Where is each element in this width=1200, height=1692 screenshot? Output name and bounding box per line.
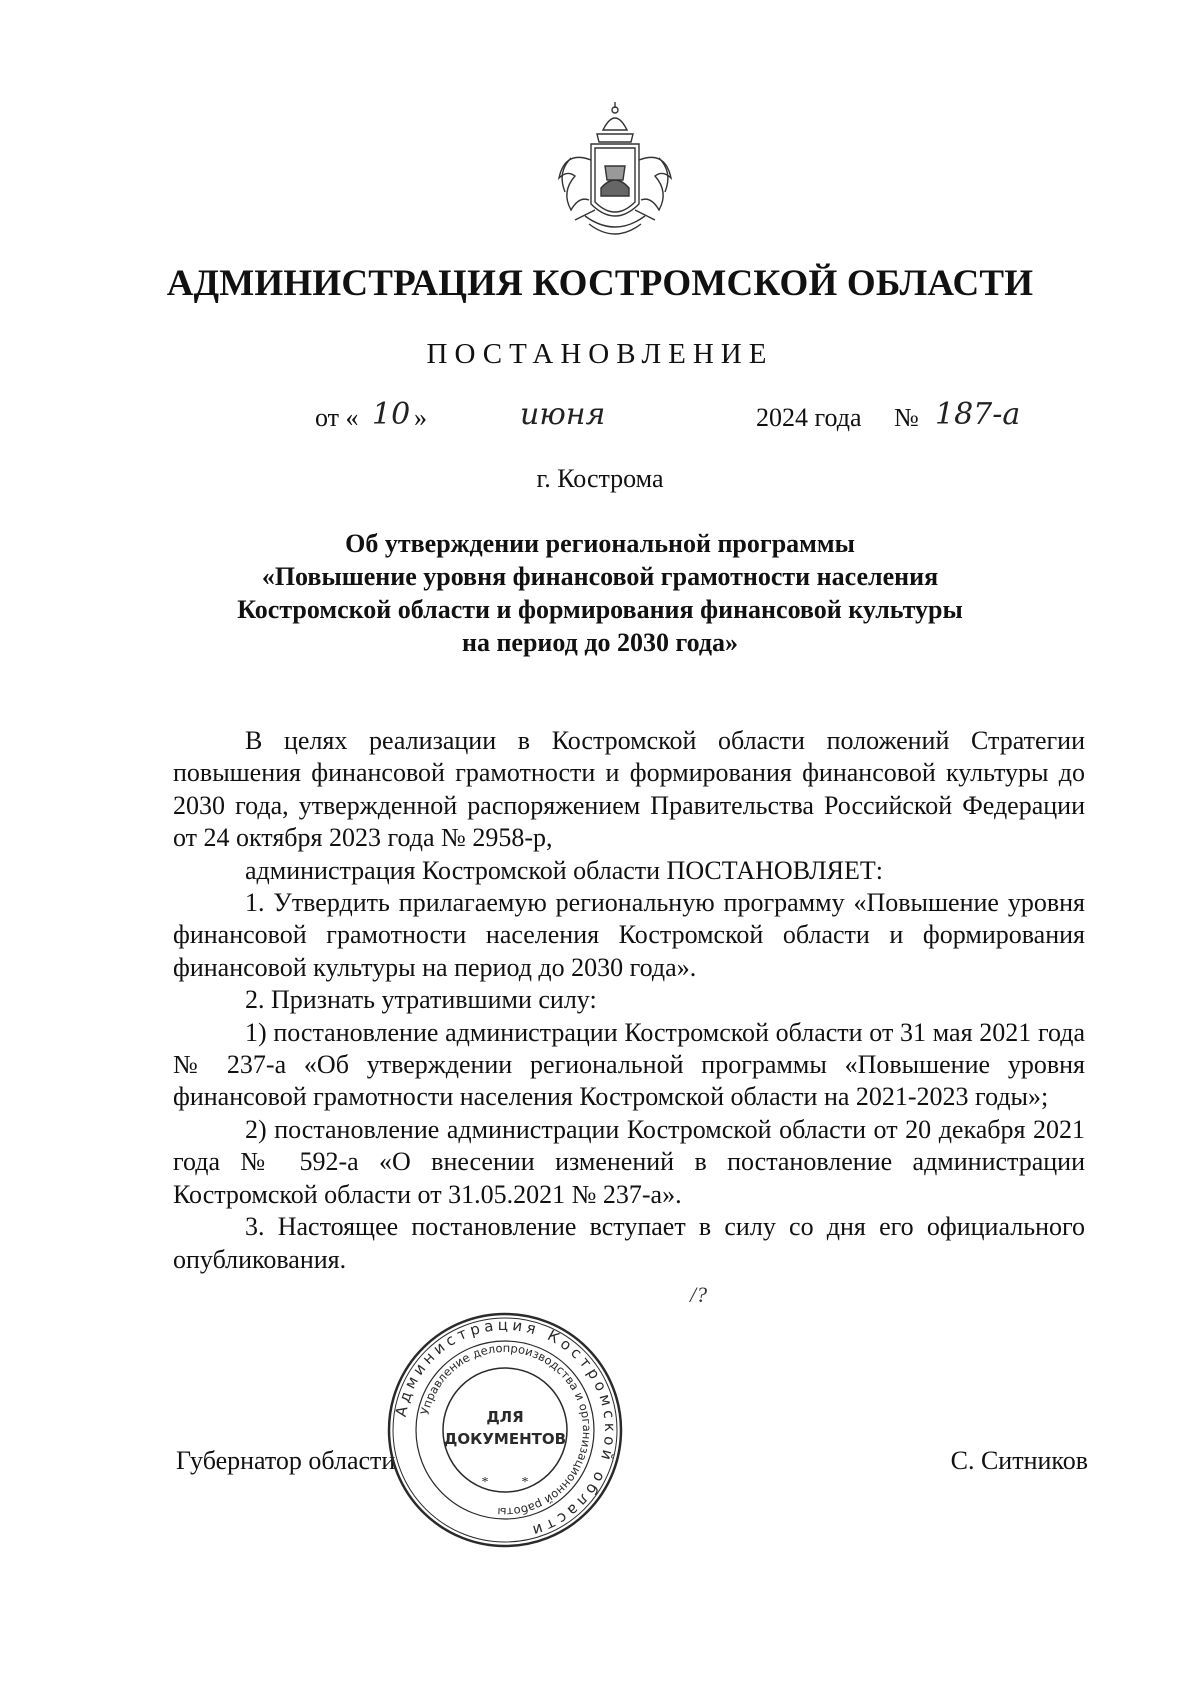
seal-center-line2: ДОКУМЕНТОВ [443,1430,567,1448]
paragraph-item-2-2: 2) постановление администрации Костромской области от 20 декабря 2021 года № 592-а «О внесении изменений в постановление администрации Костромской области от 31.05.2021 № 237-а». [173,1114,1085,1209]
paragraph-preamble: В целях реализации в Костромской области положений Стратегии повышения финансовой грамотности и формирования финансовой культуры до 2030 года, утвержденной распоряжением Правительства Российской Федерации от 24 октября 2023 года № 2958-р, [173,726,1085,853]
signatory-role: Губернатор области [176,1446,396,1475]
handwritten-mark: /? [690,1282,708,1307]
document-type: ПОСТАНОВЛЕНИЕ [426,338,774,370]
seal-inner-text: Управление делопроизводства и организационной работы [417,1340,595,1520]
title-line: «Повышение уровня финансовой грамотности населения [261,562,939,591]
paragraph-item-2: 2. Признать утратившими силу: [245,985,597,1015]
seal-star-icon: * [481,1475,489,1490]
title-line: Об утверждении региональной программы [345,529,855,558]
official-seal-stamp [385,1310,625,1550]
title-line: Костромской области и формирования финансовой культуры [237,595,963,624]
date-day-close: » [414,403,427,432]
seal-center-line1: ДЛЯ [486,1408,524,1426]
date-month: июня [520,397,606,432]
date-year: 2024 года [756,403,862,432]
paragraph-resolves: администрация Костромской области ПОСТАНОВЛЯЕТ: [245,855,884,885]
paragraph-item-3: 3. Настоящее постановление вступает в силу со дня его официального опубликования. [173,1212,1085,1274]
number-sign: № [894,403,919,432]
seal-outer-text: Администрация Костромской области [391,1315,620,1541]
document-body [173,725,1085,1276]
date-day: 10 [372,397,411,432]
date-prefix: от « [315,403,359,432]
organization-heading: АДМИНИСТРАЦИЯ КОСТРОМСКОЙ ОБЛАСТИ [166,263,1034,304]
paragraph-item-2-1: 1) постановление администрации Костромской области от 31 мая 2021 года № 237-а «Об утверждении региональной программы «Повышение уровня финансовой грамотности населения Костромской области на 2021-2023 годы»; [173,1017,1085,1112]
seal-star-icon: * [521,1475,529,1490]
paragraph-item-1: 1. Утвердить прилагаемую региональную программу «Повышение уровня финансовой грамотности населения Костромской области и формирования финансовой культуры на период до 2030 года». [173,888,1085,982]
city: г. Кострома [536,464,664,493]
date-line [0,397,1200,443]
title-line: на период до 2030 года» [461,628,739,657]
coat-of-arms-emblem [545,100,685,250]
document-title [140,527,1060,659]
document-number: 187-а [935,397,1021,432]
signatory-name: С. Ситников [950,1446,1088,1475]
